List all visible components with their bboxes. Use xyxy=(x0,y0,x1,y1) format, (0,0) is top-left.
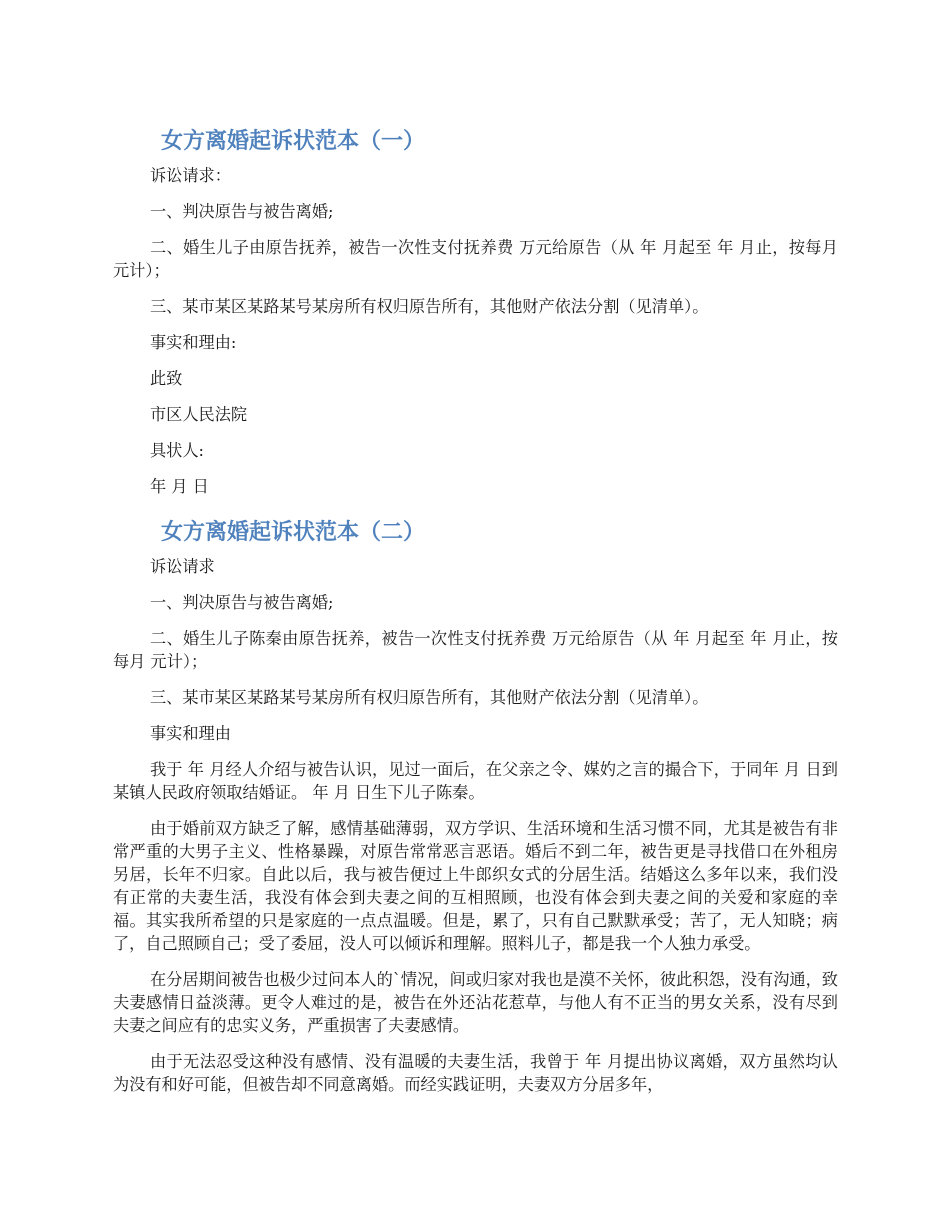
paragraph: 二、婚生儿子由原告抚养，被告一次性支付抚养费 万元给原告（从 年 月起至 年 月止，按每月 元计）； xyxy=(113,238,838,280)
paragraph: 具状人: xyxy=(150,441,205,460)
paragraph: 三、某市某区某路某号某房所有权归原告所有，其他财产依法分割（见清单）。 xyxy=(150,297,709,316)
document-body xyxy=(113,120,838,1109)
paragraph: 诉讼请求 xyxy=(150,557,215,576)
section-title-1: 女方离婚起诉状范本（一） xyxy=(161,129,426,154)
paragraph: 由于无法忍受这种没有感情、没有温暖的夫妻生活，我曾于 年 月提出协议离婚，双方虽然均认为没有和好可能，但被告却不同意离婚。而经实践证明，夫妻双方分居多年， xyxy=(113,1052,838,1094)
paragraph: 市区人民法院 xyxy=(150,405,248,424)
paragraph: 一、判决原告与被告离婚; xyxy=(150,593,334,612)
paragraph: 我于 年 月经人介绍与被告认识，见过一面后，在父亲之令、媒妁之言的撮合下，于同年 月 日到某镇人民政府领取结婚证。 年 月 日生下儿子陈秦。 xyxy=(113,760,838,802)
paragraph: 此致 xyxy=(150,369,183,388)
paragraph: 诉讼请求： xyxy=(150,166,231,185)
paragraph: 在分居期间被告也极少过问本人的`情况，间或归家对我也是漠不关怀，彼此积怨，没有沟通，致夫妻感情日益淡薄。更令人难过的是，被告在外还沾花惹草，与他人有不正当的男女关系，没有尽到夫妻之间应有的忠实义务，严重损害了夫妻感情。 xyxy=(113,970,838,1035)
paragraph: 由于婚前双方缺乏了解，感情基础薄弱，双方学识、生活环境和生活习惯不同，尤其是被告有非常严重的大男子主义、性格暴躁，对原告常常恶言恶语。婚后不到二年，被告更是寻找借口在外租房另居，长年不归家。自此以后，我与被告便过上牛郎织女式的分居生活。结婚这么多年以来，我们没有正常的夫妻生活，我没有体会到夫妻之间的互相照顾，也没有体会到夫妻之间的关爱和家庭的幸福。其实我所希望的只是家庭的一点点温暖。但是，累了，只有自己默默承受；苦了，无人知晓；病了，自己照顾自己；受了委屈，没人可以倾诉和理解。照料儿子，都是我一个人独力承受。 xyxy=(113,819,838,953)
paragraph: 事实和理由 xyxy=(150,724,231,743)
paragraph: 一、判决原告与被告离婚; xyxy=(150,202,334,221)
paragraph: 事实和理由: xyxy=(150,333,237,352)
section-title-2: 女方离婚起诉状范本（二） xyxy=(161,520,426,545)
paragraph: 年 月 日 xyxy=(150,477,209,496)
paragraph: 二、婚生儿子陈秦由原告抚养，被告一次性支付抚养费 万元给原告（从 年 月起至 年 月止，按每月 元计）； xyxy=(113,629,838,671)
paragraph: 三、某市某区某路某号某房所有权归原告所有，其他财产依法分割（见清单）。 xyxy=(150,688,709,707)
